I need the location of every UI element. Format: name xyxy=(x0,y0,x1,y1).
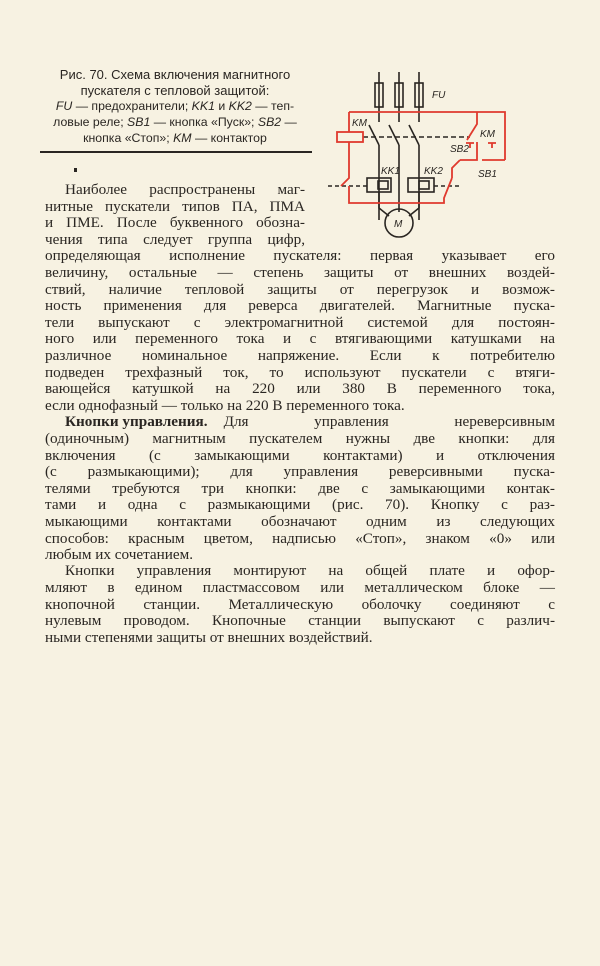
contactor-coil-km xyxy=(337,132,363,142)
text-line: любым их сочетанием. xyxy=(45,546,194,563)
text-line: способов: красным цветом, надписью «Стоп», знаком «0» или xyxy=(45,530,555,547)
text-line: и ПМЕ. После буквенного обозна- xyxy=(45,214,305,231)
text-line: включения (с замыкающими контактами) и отключения xyxy=(45,447,555,464)
text-line: ствий, наличие тепловой защиты от перегрузок и возмож- xyxy=(45,281,555,298)
circuit-diagram xyxy=(320,60,530,250)
text-line: ными степенями защиты от внешних воздействий. xyxy=(45,629,373,646)
caption-title-1: Рис. 70. Схема включения магнитного xyxy=(59,67,291,82)
text-line: тами и одна с размыкающими (рис. 70). Кнопку с раз- xyxy=(45,496,555,513)
text-line: определяющая исполнение пускателя: первая указывает его xyxy=(45,247,555,264)
label-km-contact: KM xyxy=(480,129,495,140)
label-kk1: KK1 xyxy=(381,166,400,177)
thermal-relay-kk2 xyxy=(408,178,434,192)
text-line: (одиночным) магнитным пускателем нужны две кнопки: для xyxy=(45,430,555,447)
text-line: кнопочной станции. Металлическую оболочку соединяют с xyxy=(45,596,555,613)
section-line xyxy=(65,413,555,430)
caption-legend-2: ловые реле; SB1 — кнопка «Пуск»; SB2 — xyxy=(53,115,297,129)
label-kk2: KK2 xyxy=(424,166,443,177)
label-fu: FU xyxy=(432,90,446,101)
text-line: нитные пускатели типов ПА, ПМА xyxy=(45,198,305,215)
text-line: вающейся катушкой на 220 или 380 В переменного тока, xyxy=(45,380,555,397)
section-heading: Кнопки управления. xyxy=(65,413,208,430)
text-line: различное номинальное напряжение. Если к потребителю xyxy=(45,347,555,364)
text-line: мыкающими контактами обозначают одним из следующих xyxy=(45,513,555,530)
text-line: Кнопки управления монтируют на общей плате и офор- xyxy=(65,562,555,579)
label-sb2: SB2 xyxy=(450,144,469,155)
text-line: если однофазный — только на 220 В переменного тока. xyxy=(45,397,405,414)
text-line: Наиболее распространены маг- xyxy=(65,181,305,198)
text-line: величину, остальные — степень защиты от внешних воздей- xyxy=(45,264,555,281)
text-line: подведен трехфазный ток, то используют пускатели с втяги- xyxy=(45,364,555,381)
text-line: тели выпускают с электромагнитной системой для постоян- xyxy=(45,314,555,331)
caption-legend-3: кнопка «Стоп»; KM — контактор xyxy=(83,131,267,145)
caption-divider xyxy=(40,151,312,153)
caption-title-2: пускателя с тепловой защитой: xyxy=(80,83,270,98)
label-sb1: SB1 xyxy=(478,169,497,180)
text-line: Для управления нереверсивным xyxy=(223,413,555,430)
print-speck xyxy=(74,168,77,172)
label-km-coil: KM xyxy=(352,118,367,129)
text-line: мляют в едином пластмассовом или металлическом блоке — xyxy=(45,579,555,596)
text-line: ность применения для реверса двигателей. Магнитные пуска- xyxy=(45,297,555,314)
caption-legend-1: FU — предохранители; KK1 и KK2 — теп- xyxy=(55,99,295,113)
text-line: (с размыкающими); для управления реверсивными пуска- xyxy=(45,463,555,480)
text-line: телями требуются три кнопки: две с замыкающими контак- xyxy=(45,480,555,497)
text-line: ного или переменного тока и с втягивающими катушками на xyxy=(45,330,555,347)
label-motor: M xyxy=(394,219,403,230)
text-line: чения типа следует группа цифр, xyxy=(45,231,305,248)
text-line: нулевым проводом. Кнопочные станции выпускают с различ- xyxy=(45,612,555,629)
